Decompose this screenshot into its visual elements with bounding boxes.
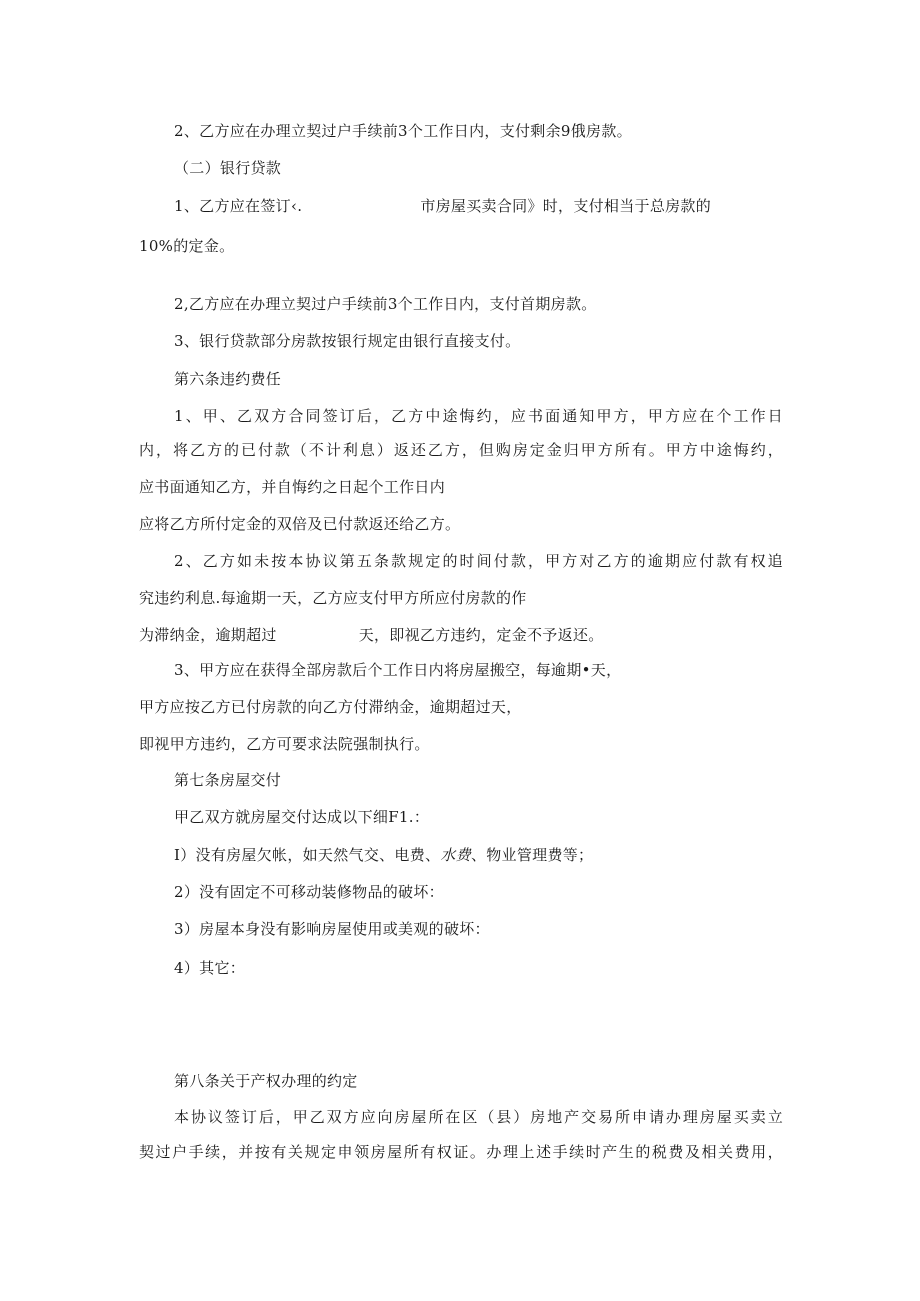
para-breach-2-line3 (139, 625, 604, 645)
para-deposit-line1 (174, 196, 711, 216)
para-breach-1-line1: 1、甲、乙双方合同签订后，乙方中途悔约，应书面通知甲方，甲方应在个工作日 (174, 407, 783, 425)
article-7-heading: 第七条房屋交付 (174, 771, 282, 789)
para-title-transfer-line2: 契过户手续，并按有关规定申领房屋所有权证。办理上述手续时产生的税费及相关费用， (139, 1143, 783, 1161)
article-8-heading: 第八条关于产权办理的约定 (174, 1072, 358, 1090)
para-breach-3-line3: 即视甲方违约，乙方可要求法院强制执行。 (139, 735, 430, 753)
para-deposit-part2: 市房屋买卖合同》时，支付相当于总房款的 (420, 197, 712, 215)
section-bank-loan-heading: （二）银行贷款 (174, 159, 282, 177)
para-breach-3-line1: 3、甲方应在获得全部房款后个工作日内将房屋搬空，每逾期•天， (174, 661, 622, 679)
list-item-3: 3）房屋本身没有影响房屋使用或美观的破坏： (174, 920, 490, 938)
para-breach-1-line4: 应将乙方所付定金的双倍及已付款返还给乙方。 (139, 515, 461, 533)
list-item-2: 2）没有固定不可移动装修物品的破坏： (174, 883, 444, 901)
para-breach-2-part2: 天，即视乙方违约，定金不予返还。 (358, 626, 604, 644)
list-item-1-part1: I）没有房屋欠帐，如天然气交、电费、 (174, 846, 441, 864)
para-breach-2-line2: 究违约利息.每逾期一天，乙方应支付甲方所应付房款的作 (139, 589, 527, 607)
list-item-1-part2: 、物业管理费等； (470, 846, 594, 864)
para-breach-1-line2: 内，将乙方的已付款（不计利息）返还乙方，但购房定金归甲方所有。甲方中途悔约， (139, 441, 783, 459)
para-breach-3-line2: 甲方应按乙方已付房款的向乙方付滞纳金，逾期超过天， (139, 698, 522, 716)
list-item-4: 4）其它： (174, 959, 246, 977)
para-deposit-part1: 1、乙方应在签订‹. (174, 197, 303, 215)
para-breach-2-line1: 2、乙方如未按本协议第五条款规定的时间付款，甲方对乙方的逾期应付款有权追 (174, 552, 783, 570)
para-breach-2-part1: 为滞纳金，逾期超过 (139, 626, 277, 644)
list-item-1-water: 水费 (440, 846, 471, 864)
para-first-payment: 2,乙方应在办理立契过户手续前3个工作日内，支付首期房款。 (174, 295, 597, 313)
para-bank-direct: 3、银行贷款部分房款按银行规定由银行直接支付。 (174, 332, 521, 350)
para-title-transfer-line1: 本协议签订后，甲乙双方应向房屋所在区（县）房地产交易所申请办理房屋买卖立 (174, 1108, 783, 1126)
para-delivery-intro: 甲乙双方就房屋交付达成以下细F1.： (174, 808, 430, 826)
article-6-heading: 第六条违约费任 (174, 370, 282, 388)
para-remaining-payment: 2、乙方应在办理立契过户手续前3个工作日内，支付剩余9俄房款。 (174, 122, 632, 140)
list-item-1 (174, 845, 593, 865)
para-deposit-line2: 10%的定金。 (139, 237, 235, 255)
para-breach-1-line3: 应书面通知乙方，并自悔约之日起个工作日内 (139, 478, 446, 496)
